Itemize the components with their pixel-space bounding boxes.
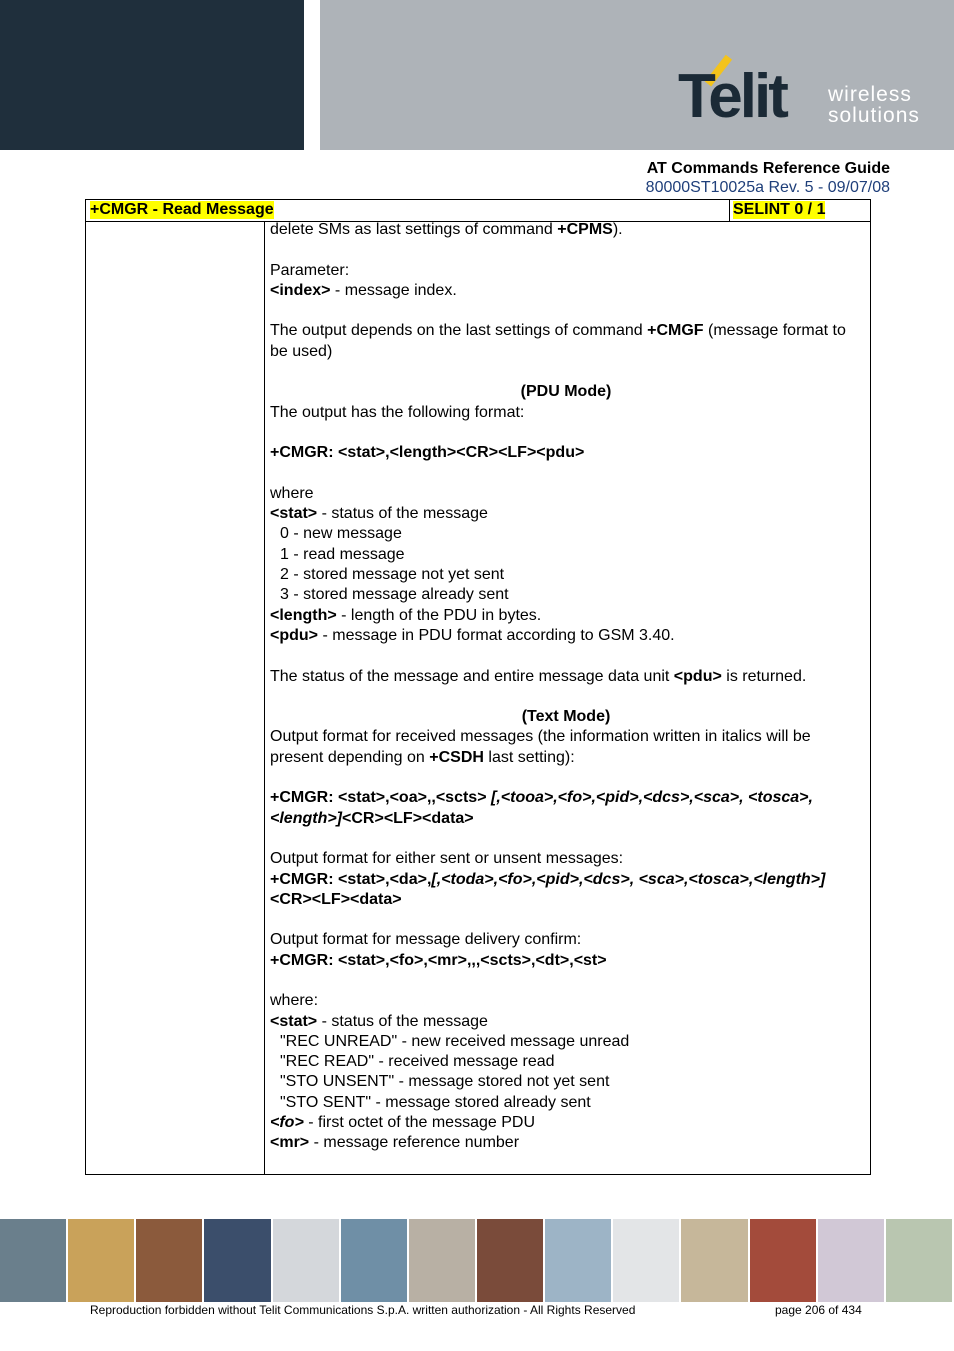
- footer-photo: [68, 1219, 136, 1302]
- footer-photo: [477, 1219, 545, 1302]
- text-segment: +CSDH: [429, 748, 484, 766]
- blank-line: [270, 971, 862, 991]
- text-segment: - status of the message: [317, 1012, 488, 1030]
- document-title: [646, 159, 890, 197]
- text-segment: 3 - stored message already sent: [280, 586, 509, 604]
- text-line: [270, 1012, 862, 1032]
- text-line: [270, 565, 862, 585]
- blank-line: [270, 423, 862, 443]
- text-segment: last setting):: [483, 748, 575, 766]
- text-segment: The output has the following format:: [270, 403, 525, 421]
- text-line: [270, 504, 862, 524]
- text-line: [270, 220, 862, 240]
- text-segment: +CMGF: [647, 322, 704, 340]
- text-line: [270, 443, 862, 463]
- text-segment: where:: [270, 992, 319, 1010]
- text-segment: [,<tooa>,<fo>,<pid>,<dcs>,<sca>, <tosca>,<length>]: [270, 789, 813, 827]
- footer-photo: [273, 1219, 341, 1302]
- text-segment: is returned.: [721, 667, 807, 685]
- text-line: [270, 870, 862, 911]
- text-line: [270, 727, 862, 768]
- text-segment: [,<toda>,<fo>,<pid>,<dcs>, <sca>,<tosca>,<length>]: [431, 870, 826, 888]
- logo-tagline-line2: solutions: [828, 104, 920, 127]
- mode-heading: (Text Mode): [521, 708, 611, 726]
- text-segment: ).: [612, 221, 623, 238]
- footer-photo: [136, 1219, 204, 1302]
- text-segment: +CMGR: <stat>,<da>,: [270, 870, 432, 888]
- text-segment: +CPMS: [557, 221, 613, 238]
- blank-line: [270, 464, 862, 484]
- copyright-notice: Reproduction forbidden without Telit Communications S.p.A. written authorization - All Rights Reserved: [90, 1303, 636, 1317]
- text-line: [270, 524, 862, 544]
- text-segment: 1 - read message: [280, 545, 405, 563]
- text-line: [270, 261, 862, 281]
- selint-badge: SELINT 0 / 1: [733, 201, 826, 218]
- text-line: [270, 1072, 862, 1092]
- blank-line: [270, 301, 862, 321]
- footer-photo: [886, 1219, 954, 1302]
- text-line: [270, 1032, 862, 1052]
- text-segment: (message format to be used): [270, 322, 846, 360]
- text-segment: - first octet of the message PDU: [303, 1114, 535, 1132]
- command-header-row: [86, 200, 870, 222]
- text-segment: Output format for received messages (the information written in italics will be present depending on: [270, 728, 811, 766]
- text-segment: <index>: [270, 281, 331, 299]
- footer-photo-strip: [0, 1219, 954, 1302]
- blank-line: [270, 240, 862, 260]
- text-line: [270, 321, 862, 362]
- text-segment: <pdu>: [673, 667, 722, 685]
- text-segment: "REC READ" - received message read: [280, 1053, 555, 1071]
- command-name: +CMGR - Read Message: [90, 201, 274, 218]
- footer-photo: [681, 1219, 749, 1302]
- footer-photo: [818, 1219, 886, 1302]
- blank-line: [270, 646, 862, 666]
- footer-photo: [0, 1219, 68, 1302]
- text-line: [270, 788, 862, 829]
- text-segment: <mr>: [270, 1134, 310, 1152]
- header-dark-panel: [0, 0, 304, 150]
- text-segment: Output format for either sent or unsent messages:: [270, 850, 624, 868]
- text-line: [270, 951, 862, 971]
- footer-photo: [204, 1219, 272, 1302]
- text-segment: "STO SENT" - message stored already sent: [280, 1093, 591, 1111]
- command-description: [270, 220, 862, 1154]
- text-line: [270, 281, 862, 301]
- footer-photo: [409, 1219, 477, 1302]
- text-line: [270, 626, 862, 646]
- column-divider: [264, 222, 265, 1174]
- blank-line: [270, 910, 862, 930]
- text-segment: - message reference number: [309, 1134, 520, 1152]
- text-segment: <stat>: [270, 505, 318, 523]
- text-segment: <pdu>: [270, 626, 319, 644]
- document-reference: 80000ST10025a Rev. 5 - 09/07/08: [645, 179, 890, 196]
- footer-photo: [613, 1219, 681, 1302]
- text-line: [270, 1052, 862, 1072]
- text-segment: where: [270, 484, 314, 502]
- text-segment: - message index.: [330, 281, 457, 299]
- text-segment: "REC UNREAD" - new received message unread: [280, 1032, 630, 1050]
- text-line: [270, 545, 862, 565]
- footer-photo: [545, 1219, 613, 1302]
- text-line: [270, 1093, 862, 1113]
- command-table: [85, 199, 871, 1175]
- text-segment: <CR><LF><data>: [342, 809, 474, 827]
- text-line: [270, 1133, 862, 1153]
- text-line: [270, 930, 862, 950]
- blank-line: [270, 362, 862, 382]
- text-segment: +CMGR: <stat>,<oa>,,<scts>: [270, 789, 491, 807]
- text-line: [270, 849, 862, 869]
- text-segment: The output depends on the last settings of command: [270, 322, 648, 340]
- guide-title: AT Commands Reference Guide: [646, 160, 890, 177]
- text-segment: Parameter:: [270, 261, 350, 279]
- logo-tagline-line1: wireless: [828, 83, 912, 106]
- text-segment: <length>: [270, 606, 337, 624]
- text-line: [270, 1113, 862, 1133]
- text-segment: delete SMs as last settings of command: [270, 221, 558, 238]
- text-segment: <fo>: [270, 1114, 304, 1132]
- text-segment: - status of the message: [317, 505, 488, 523]
- text-line: [270, 484, 862, 504]
- text-line: [270, 403, 862, 423]
- mode-heading: (PDU Mode): [520, 383, 612, 401]
- logo-tagline: [828, 84, 920, 126]
- text-segment: +CMGR: <stat>,<length><CR><LF><pdu>: [270, 444, 585, 462]
- footer-photo: [750, 1219, 818, 1302]
- telit-logo: [676, 48, 936, 132]
- text-segment: "STO UNSENT" - message stored not yet sent: [280, 1073, 610, 1091]
- text-line: [270, 606, 862, 626]
- blank-line: [270, 768, 862, 788]
- page-number: page 206 of 434: [775, 1303, 862, 1317]
- blank-line: [270, 687, 862, 707]
- text-segment: <stat>: [270, 1012, 318, 1030]
- text-line: [270, 667, 862, 687]
- text-segment: <CR><LF><data>: [270, 890, 402, 908]
- text-segment: The status of the message and entire message data unit: [270, 667, 674, 685]
- text-line: [270, 585, 862, 605]
- text-segment: 2 - stored message not yet sent: [280, 566, 505, 584]
- text-segment: Output format for message delivery confirm:: [270, 931, 582, 949]
- text-segment: - message in PDU format according to GSM 3.40.: [318, 626, 675, 644]
- header-divider: [729, 200, 730, 221]
- footer-photo: [341, 1219, 409, 1302]
- text-line: [270, 991, 862, 1011]
- text-segment: - length of the PDU in bytes.: [336, 606, 542, 624]
- logo-wordmark: Telit: [678, 62, 786, 131]
- text-segment: +CMGR: <stat>,<fo>,<mr>,,,<scts>,<dt>,<st>: [270, 951, 607, 969]
- text-segment: 0 - new message: [280, 525, 402, 543]
- blank-line: [270, 829, 862, 849]
